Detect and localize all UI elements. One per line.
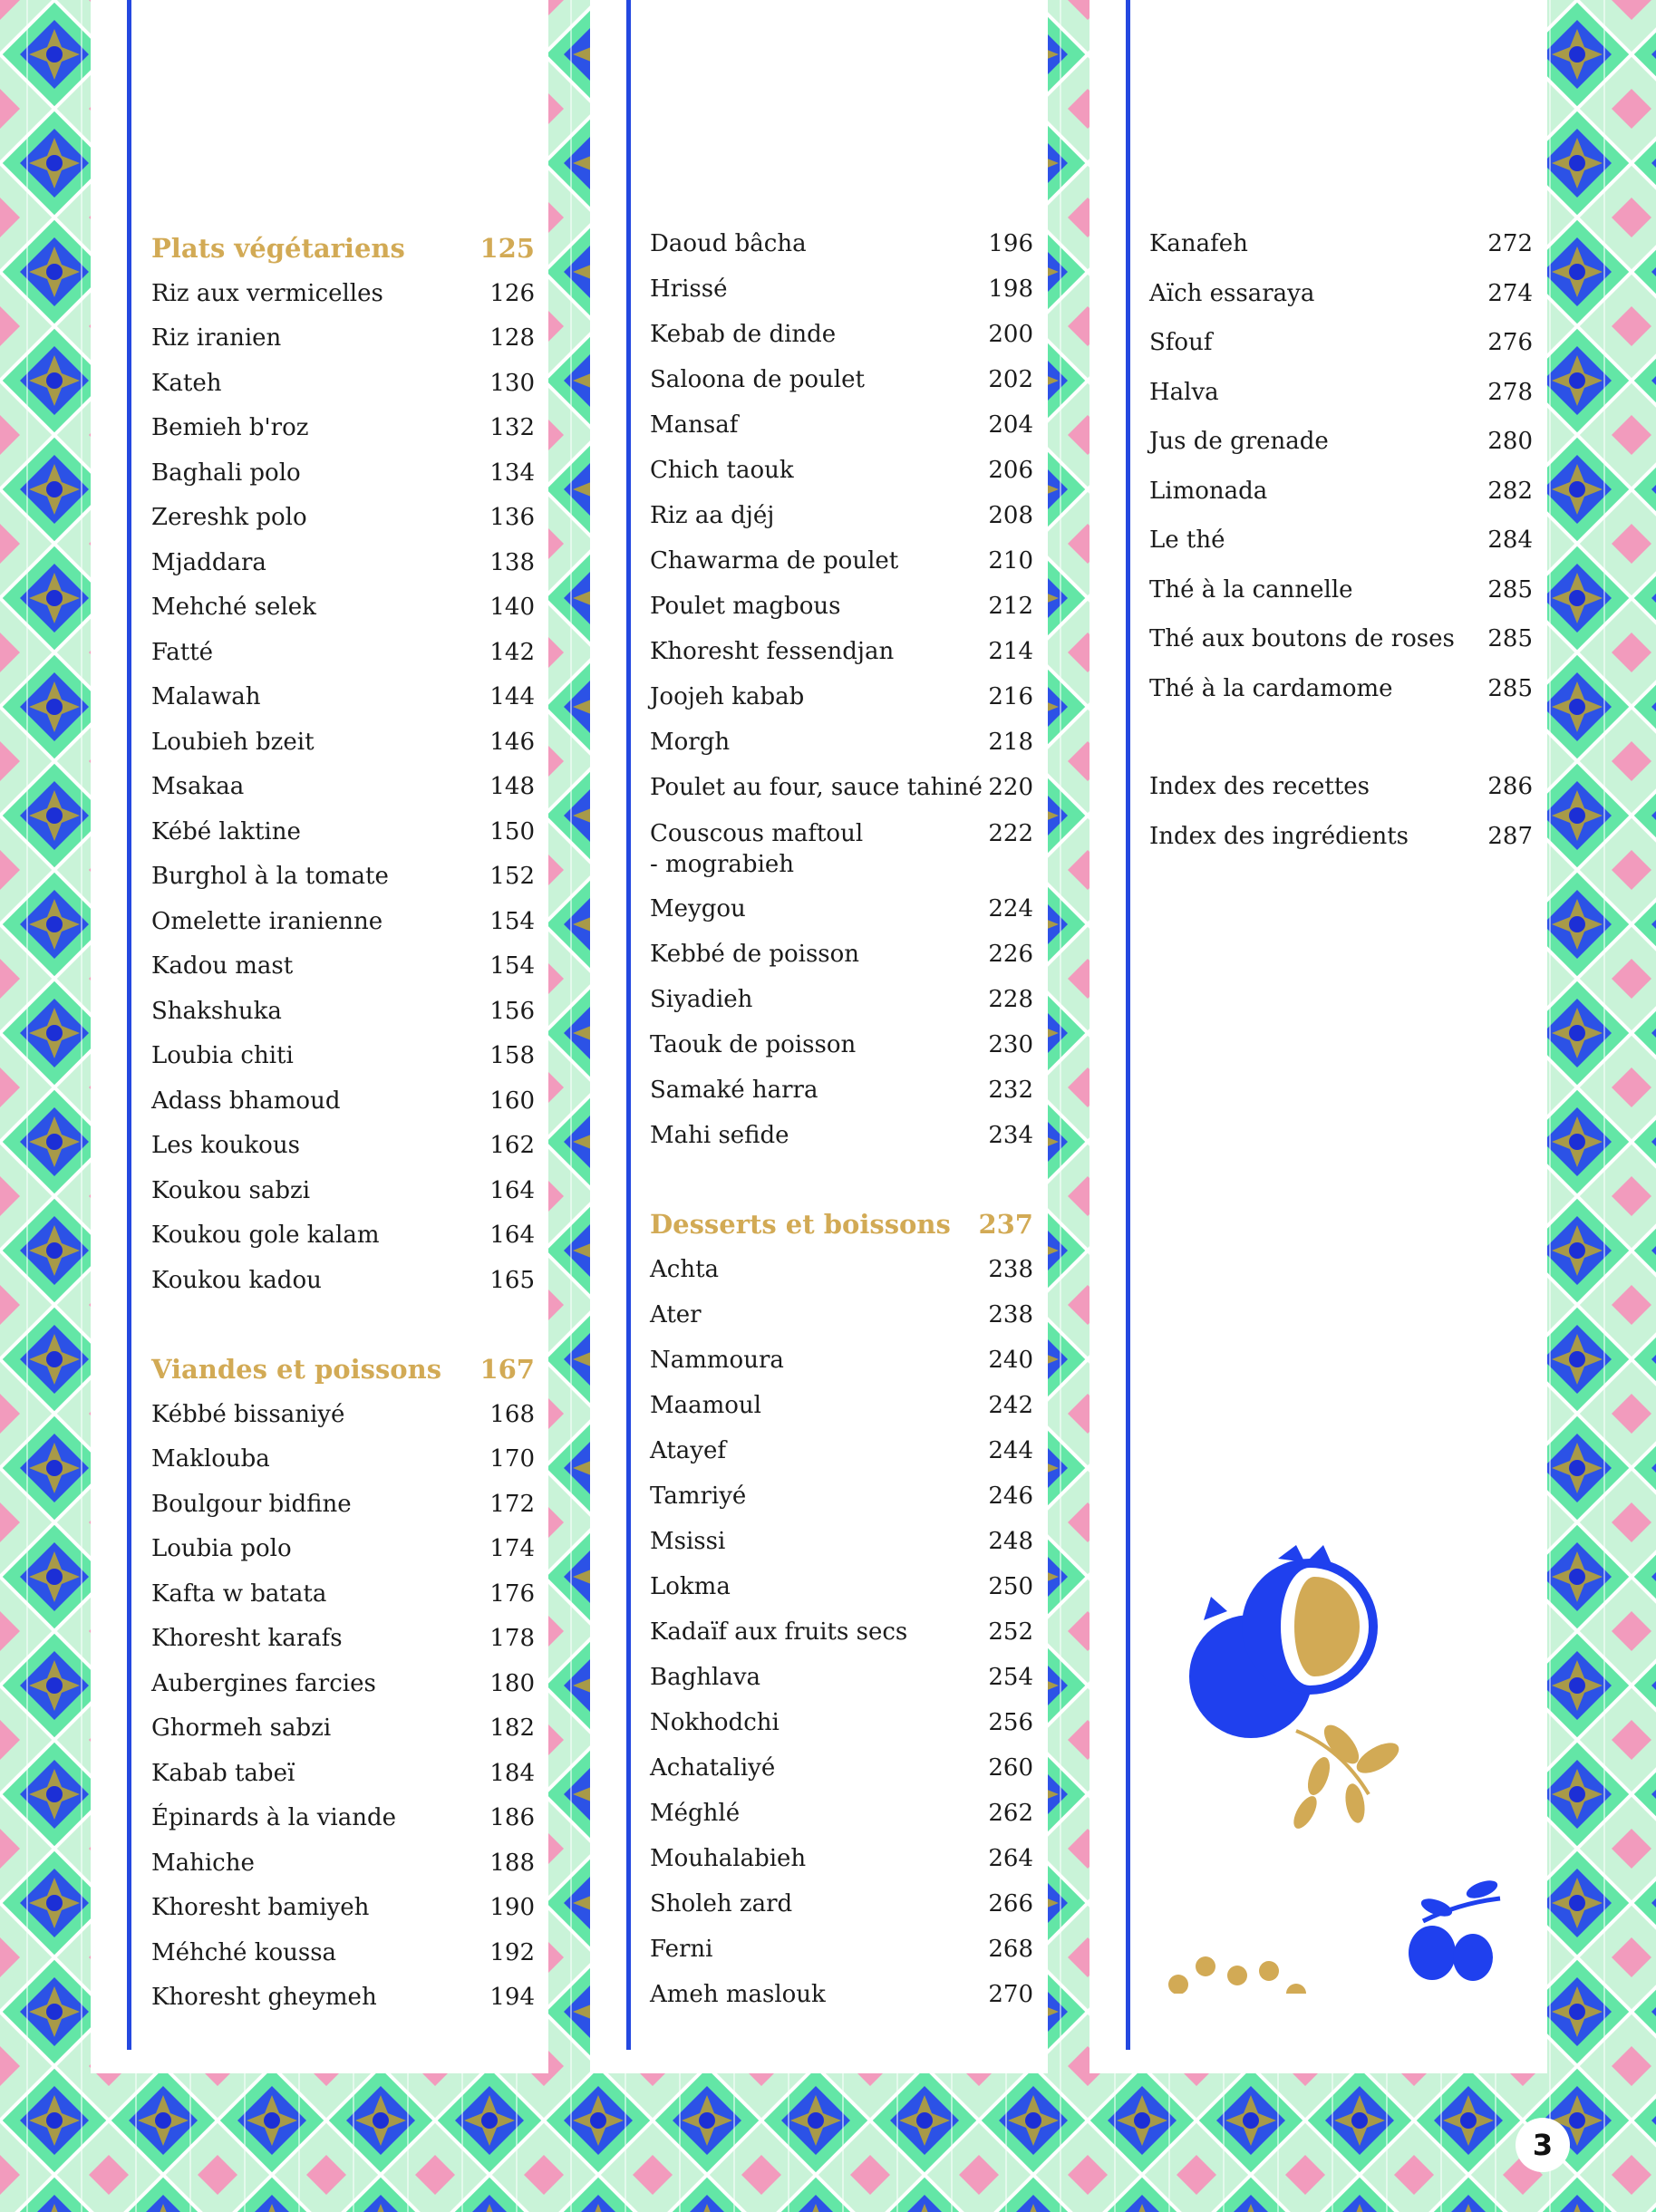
toc-entry-page-number: 210 xyxy=(988,547,1033,575)
toc-entry-title: Ater xyxy=(650,1301,702,1328)
toc-entry xyxy=(1149,378,1533,407)
toc-entry-page-number: 256 xyxy=(988,1709,1033,1736)
toc-entry xyxy=(650,1121,1033,1150)
column-rule xyxy=(626,0,631,2050)
toc-entry-page-number: 206 xyxy=(988,457,1033,484)
toc-entry-page-number: 280 xyxy=(1487,428,1533,455)
toc-entry-page-number: 266 xyxy=(988,1890,1033,1917)
toc-entry-title: Baghlava xyxy=(650,1664,761,1691)
toc-entry-page-number: 286 xyxy=(1487,773,1533,800)
toc-entry-title: Lokma xyxy=(650,1573,731,1600)
toc-entry xyxy=(650,894,1033,923)
toc-entry-page-number: 176 xyxy=(489,1579,535,1608)
toc-entry-page-number: 228 xyxy=(988,986,1033,1013)
toc-entry xyxy=(650,1799,1033,1828)
toc-entry-page-number: 172 xyxy=(489,1490,535,1518)
toc-entry xyxy=(650,940,1033,969)
toc-entry-page-number: 134 xyxy=(489,459,535,487)
toc-entry-page-number: 287 xyxy=(1487,822,1533,850)
toc-entry-title: Épinards à la viande xyxy=(151,1804,396,1831)
toc-entry-page-number: 272 xyxy=(1487,230,1533,257)
toc-entry-page-number: 125 xyxy=(479,233,535,264)
toc-entry-title: Atayef xyxy=(650,1437,726,1464)
toc-entry-page-number: 232 xyxy=(988,1077,1033,1104)
toc-entry xyxy=(650,1255,1033,1284)
toc-entry xyxy=(151,1983,535,2012)
toc-entry-page-number: 130 xyxy=(489,369,535,397)
toc-entry-page-number: 188 xyxy=(489,1849,535,1877)
toc-entry xyxy=(650,1300,1033,1329)
toc-entry-title: Les koukous xyxy=(151,1132,300,1159)
toc-entry-title: Nammoura xyxy=(650,1347,784,1374)
toc-entry xyxy=(650,1889,1033,1918)
toc-entry-page-number: 285 xyxy=(1487,625,1533,652)
toc-entry xyxy=(1149,229,1533,258)
toc-entry-page-number: 250 xyxy=(988,1573,1033,1600)
toc-entry-page-number: 140 xyxy=(489,594,535,621)
toc-entry-title: Mahi sefide xyxy=(650,1122,789,1149)
toc-entry-page-number: 282 xyxy=(1487,477,1533,505)
toc-entry-page-number: 178 xyxy=(489,1625,535,1652)
toc-entry-title: Kebbé de poisson xyxy=(650,941,860,968)
toc-entry-title: Achataliyé xyxy=(650,1754,776,1782)
toc-entry-page-number: 186 xyxy=(489,1804,535,1831)
toc-entry-title: Khoresht bamiyeh xyxy=(151,1894,370,1921)
toc-entry xyxy=(151,1221,535,1250)
toc-entry xyxy=(151,1444,535,1473)
toc-entry xyxy=(650,320,1033,349)
toc-entry-page-number: 150 xyxy=(489,817,535,845)
toc-entry xyxy=(151,1893,535,1922)
toc-entry xyxy=(151,951,535,980)
toc-entry xyxy=(151,1131,535,1160)
toc-entry-title: Khoresht gheymeh xyxy=(151,1984,377,2011)
toc-entry xyxy=(151,728,535,757)
toc-entry-title: Saloona de poulet xyxy=(650,366,865,393)
toc-entry-title: Msakaa xyxy=(151,773,245,800)
toc-entry-page-number: 264 xyxy=(988,1845,1033,1872)
toc-entry xyxy=(650,1935,1033,1964)
toc-entry xyxy=(1149,822,1533,851)
toc-entry-page-number: 142 xyxy=(489,638,535,666)
toc-entry-title: Ghormeh sabzi xyxy=(151,1715,332,1742)
toc-entry-title: Daoud bâcha xyxy=(650,230,807,257)
toc-entry-title: Loubia polo xyxy=(151,1535,292,1562)
toc-entry xyxy=(151,1624,535,1653)
toc-entry-title: Hrissé xyxy=(650,275,728,303)
toc-entry-page-number: 278 xyxy=(1487,378,1533,406)
toc-entry-page-number: 285 xyxy=(1487,575,1533,604)
toc-entry xyxy=(151,1714,535,1743)
toc-entry xyxy=(650,1527,1033,1556)
toc-entry xyxy=(650,365,1033,394)
toc-entry xyxy=(151,503,535,532)
toc-entry-title: Meygou xyxy=(650,895,746,922)
toc-entry xyxy=(151,772,535,801)
toc-entry xyxy=(151,1490,535,1519)
toc-entry xyxy=(1149,575,1533,604)
toc-entry xyxy=(151,1176,535,1205)
toc-entry xyxy=(650,1663,1033,1692)
toc-entry-page-number: 168 xyxy=(489,1400,535,1428)
toc-entry-title: Shakshuka xyxy=(151,997,282,1025)
toc-entry xyxy=(151,1400,535,1429)
toc-entry-page-number: 156 xyxy=(489,997,535,1025)
toc-entry-page-number: 174 xyxy=(489,1535,535,1562)
toc-entry-page-number: 202 xyxy=(988,366,1033,393)
toc-entry-title: Le thé xyxy=(1149,526,1225,554)
toc-entry-page-number: 164 xyxy=(489,1222,535,1249)
toc-entry xyxy=(151,1849,535,1878)
toc-entry-title: Joojeh kabab xyxy=(650,683,805,710)
toc-entry-page-number: 244 xyxy=(988,1437,1033,1464)
toc-entry-title: Khoresht karafs xyxy=(151,1625,343,1652)
toc-entry-page-number: 180 xyxy=(489,1669,535,1697)
toc-entry xyxy=(151,279,535,308)
toc-entry xyxy=(1149,772,1533,801)
toc-entry xyxy=(151,1087,535,1116)
toc-entry-page-number: 148 xyxy=(489,773,535,800)
toc-entry-page-number: 276 xyxy=(1487,329,1533,356)
toc-entry-title: Chich taouk xyxy=(650,457,794,484)
toc-entry-title: Burghol à la tomate xyxy=(151,863,389,890)
toc-entry-page-number: 246 xyxy=(988,1483,1033,1510)
toc-entry xyxy=(650,229,1033,258)
toc-entry-page-number: 200 xyxy=(988,321,1033,348)
toc-entry-page-number: 212 xyxy=(988,593,1033,620)
toc-entry-title: Couscous maftoul - mograbieh xyxy=(650,820,864,878)
toc-entry xyxy=(650,985,1033,1014)
toc-entry-title: Kébbé bissaniyé xyxy=(151,1400,345,1428)
toc-entry-page-number: 144 xyxy=(489,683,535,710)
toc-entry-page-number: 218 xyxy=(988,729,1033,756)
toc-entry-title: Index des recettes xyxy=(1149,773,1370,800)
toc-entry-page-number: 194 xyxy=(489,1984,535,2011)
toc-entry xyxy=(650,592,1033,621)
column-rule xyxy=(127,0,131,2050)
toc-entry-title: Riz iranien xyxy=(151,324,282,352)
toc-entry-page-number: 224 xyxy=(988,895,1033,922)
toc-entry-title: Riz aa djéj xyxy=(650,502,775,529)
toc-entry-page-number: 284 xyxy=(1487,526,1533,554)
toc-entry xyxy=(650,1030,1033,1059)
toc-entry xyxy=(650,1076,1033,1105)
toc-entry-title: Koukou kadou xyxy=(151,1266,322,1294)
toc-entry xyxy=(151,682,535,711)
toc-entry-title: Desserts et boissons xyxy=(650,1209,951,1240)
toc-entry xyxy=(650,637,1033,666)
toc-entry-page-number: 252 xyxy=(988,1618,1033,1646)
toc-entry-title: Bemieh b'roz xyxy=(151,414,309,441)
toc-entry-page-number: 162 xyxy=(489,1132,535,1159)
illustrations xyxy=(1160,1541,1523,1994)
toc-entry-title: Thé à la cardamome xyxy=(1149,674,1393,702)
toc-entry-title: Halva xyxy=(1149,378,1219,406)
toc-entry xyxy=(1149,279,1533,308)
toc-entry-title: Morgh xyxy=(650,729,731,756)
toc-entry xyxy=(151,1266,535,1295)
toc-entry-title: Viandes et poissons xyxy=(151,1354,442,1385)
toc-entry-title: Kadou mast xyxy=(151,952,294,980)
toc-entry xyxy=(650,773,1033,802)
toc-entry-page-number: 132 xyxy=(489,414,535,441)
toc-entry xyxy=(151,1938,535,1967)
toc-entry-title: Aubergines farcies xyxy=(151,1669,376,1697)
toc-entry-title: Tamriyé xyxy=(650,1483,747,1510)
toc-entry xyxy=(151,459,535,488)
toc-entry xyxy=(650,818,1033,880)
toc-entry-page-number: 238 xyxy=(988,1301,1033,1328)
toc-entry-title: Poulet au four, sauce tahiné xyxy=(650,774,983,801)
toc-entry xyxy=(151,1803,535,1832)
toc-entry-title: Kébé laktine xyxy=(151,817,301,845)
toc-entry xyxy=(151,1669,535,1698)
toc-entry-page-number: 167 xyxy=(479,1354,535,1385)
toc-entry-title: Thé à la cannelle xyxy=(1149,575,1353,604)
toc-entry-page-number: 164 xyxy=(489,1176,535,1204)
toc-entry-title: Mjaddara xyxy=(151,548,266,576)
toc-entry-title: Riz aux vermicelles xyxy=(151,279,383,307)
toc-entry xyxy=(151,907,535,936)
toc-entry-title: Omelette iranienne xyxy=(151,907,383,935)
toc-entry xyxy=(650,456,1033,485)
toc-entry-page-number: 192 xyxy=(489,1938,535,1966)
toc-entry-title: Koukou gole kalam xyxy=(151,1222,380,1249)
toc-entry xyxy=(650,1391,1033,1420)
toc-entry-title: Plats végétariens xyxy=(151,233,405,264)
toc-entry-page-number: 184 xyxy=(489,1759,535,1787)
toc-entry-page-number: 158 xyxy=(489,1042,535,1069)
toc-entry-page-number: 198 xyxy=(988,275,1033,303)
toc-entry-title: Méhché koussa xyxy=(151,1938,337,1966)
toc-entry-title: Kafta w batata xyxy=(151,1579,327,1608)
toc-entry-page-number: 274 xyxy=(1487,279,1533,307)
toc-section-heading xyxy=(151,1355,535,1384)
toc-entry-title: Thé aux boutons de roses xyxy=(1149,625,1455,652)
toc-entry xyxy=(151,817,535,846)
toc-entry-page-number: 208 xyxy=(988,502,1033,529)
toc-entry-title: Méghlé xyxy=(650,1800,741,1827)
toc-entry-title: Siyadieh xyxy=(650,986,753,1013)
toc-entry xyxy=(650,728,1033,757)
toc-entry-page-number: 204 xyxy=(988,411,1033,439)
toc-entry xyxy=(650,1572,1033,1601)
toc-entry xyxy=(650,501,1033,530)
toc-entry-page-number: 136 xyxy=(489,504,535,531)
toc-entry-page-number: 248 xyxy=(988,1528,1033,1555)
toc-entry-title: Khoresht fessendjan xyxy=(650,638,895,665)
toc-entry-page-number: 260 xyxy=(988,1754,1033,1782)
toc-entry-title: Maklouba xyxy=(151,1445,270,1473)
pomegranate-icon xyxy=(1189,1545,1378,1738)
toc-entry-page-number: 128 xyxy=(489,324,535,352)
toc-entry-title: Aïch essaraya xyxy=(1149,279,1315,307)
toc-entry-title: Limonada xyxy=(1149,477,1268,505)
toc-entry-title: Kadaïf aux fruits secs xyxy=(650,1618,908,1646)
toc-entry-page-number: 238 xyxy=(988,1256,1033,1283)
toc-entry-title: Adass bhamoud xyxy=(151,1087,341,1115)
toc-entry-page-number: 138 xyxy=(489,548,535,576)
toc-entry-page-number: 160 xyxy=(489,1087,535,1115)
toc-entry xyxy=(650,682,1033,711)
toc-entry-title: Fatté xyxy=(151,638,214,666)
toc-entry xyxy=(151,1041,535,1070)
toc-entry-page-number: 268 xyxy=(988,1936,1033,1963)
toc-entry-title: Malawah xyxy=(151,683,261,710)
page-number: 3 xyxy=(1516,2118,1570,2172)
toc-entry xyxy=(1149,624,1533,653)
toc-entry xyxy=(650,411,1033,440)
toc-entry-title: Kebab de dinde xyxy=(650,321,837,348)
toc-entry-page-number: 182 xyxy=(489,1715,535,1742)
toc-entry-page-number: 196 xyxy=(988,230,1033,257)
toc-entry xyxy=(151,1759,535,1788)
toc-entry-title: Sholeh zard xyxy=(650,1890,793,1917)
toc-entry xyxy=(1149,526,1533,555)
toc-entry-title: Poulet magbous xyxy=(650,593,841,620)
toc-entry-page-number: 254 xyxy=(988,1664,1033,1691)
toc-entry-page-number: 285 xyxy=(1487,674,1533,702)
toc-entry-page-number: 190 xyxy=(489,1894,535,1921)
toc-entry-page-number: 214 xyxy=(988,638,1033,665)
toc-entry-title: Index des ingrédients xyxy=(1149,822,1409,850)
toc-entry-title: Samaké harra xyxy=(650,1077,818,1104)
leaves-icon xyxy=(1289,1719,1403,1831)
toc-section-heading xyxy=(151,234,535,263)
toc-entry-title: Nokhodchi xyxy=(650,1709,780,1736)
toc-entry xyxy=(650,546,1033,575)
toc-entry-page-number: 154 xyxy=(489,907,535,935)
toc-entry xyxy=(1149,674,1533,703)
toc-entry xyxy=(151,638,535,667)
toc-entry-title: Loubieh bzeit xyxy=(151,728,315,756)
toc-entry xyxy=(151,1579,535,1608)
toc-entry-title: Ameh maslouk xyxy=(650,1981,826,2008)
toc-entry-title: Kanafeh xyxy=(1149,230,1248,257)
toc-entry xyxy=(650,1980,1033,2009)
chickpeas-icon xyxy=(1168,1956,1306,1994)
toc-entry-title: Mansaf xyxy=(650,411,739,439)
toc-entry-page-number: 152 xyxy=(489,863,535,890)
toc-entry-page-number: 222 xyxy=(988,820,1033,847)
toc-entry xyxy=(1149,328,1533,357)
toc-entry-page-number: 242 xyxy=(988,1392,1033,1419)
toc-entry xyxy=(650,1844,1033,1873)
toc-entry xyxy=(1149,427,1533,456)
toc-entry xyxy=(650,1436,1033,1465)
toc-entry-page-number: 262 xyxy=(988,1800,1033,1827)
toc-entry-title: Maamoul xyxy=(650,1392,761,1419)
toc-entry-title: Taouk de poisson xyxy=(650,1031,857,1058)
toc-section-heading xyxy=(650,1210,1033,1239)
toc-entry xyxy=(151,369,535,398)
toc-entry-title: Mahiche xyxy=(151,1849,255,1877)
toc-entry-page-number: 170 xyxy=(489,1445,535,1473)
toc-entry xyxy=(151,862,535,891)
column-rule xyxy=(1126,0,1130,2050)
toc-entry-page-number: 146 xyxy=(489,728,535,756)
toc-entry-title: Jus de grenade xyxy=(1149,428,1329,455)
toc-entry-title: Mehché selek xyxy=(151,594,316,621)
toc-entry-title: Sfouf xyxy=(1149,329,1213,356)
toc-entry xyxy=(650,275,1033,304)
toc-entry-title: Achta xyxy=(650,1256,720,1283)
toc-entry-title: Baghali polo xyxy=(151,459,301,487)
toc-entry xyxy=(650,1346,1033,1375)
toc-entry xyxy=(151,997,535,1026)
toc-entry-title: Boulgour bidfine xyxy=(151,1490,352,1518)
toc-entry-title: Kateh xyxy=(151,369,222,397)
toc-entry-page-number: 226 xyxy=(988,941,1033,968)
toc-entry xyxy=(650,1618,1033,1647)
toc-entry xyxy=(151,1534,535,1563)
toc-entry-title: Kabab tabeï xyxy=(151,1759,295,1787)
toc-entry-title: Koukou sabzi xyxy=(151,1176,311,1204)
toc-entry-page-number: 234 xyxy=(988,1122,1033,1149)
toc-entry-page-number: 230 xyxy=(988,1031,1033,1058)
toc-entry-page-number: 237 xyxy=(978,1209,1033,1240)
toc-entry-title: Msissi xyxy=(650,1528,726,1555)
toc-entry-page-number: 216 xyxy=(988,683,1033,710)
toc-entry xyxy=(151,324,535,353)
toc-entry-title: Mouhalabieh xyxy=(650,1845,807,1872)
olive-branch-icon xyxy=(1409,1877,1500,1981)
toc-entry-title: Chawarma de poulet xyxy=(650,547,899,575)
toc-entry-page-number: 270 xyxy=(988,1981,1033,2008)
toc-entry-page-number: 154 xyxy=(489,952,535,980)
toc-entry-page-number: 165 xyxy=(489,1266,535,1294)
toc-entry xyxy=(650,1482,1033,1511)
toc-entry xyxy=(151,548,535,577)
toc-entry xyxy=(151,413,535,442)
toc-entry xyxy=(650,1708,1033,1737)
toc-entry-page-number: 220 xyxy=(988,774,1033,801)
toc-entry-title: Loubia chiti xyxy=(151,1042,294,1069)
toc-entry-page-number: 126 xyxy=(489,279,535,307)
toc-entry xyxy=(650,1753,1033,1782)
toc-entry-title: Zereshk polo xyxy=(151,504,307,531)
toc-entry-page-number: 240 xyxy=(988,1347,1033,1374)
toc-entry xyxy=(1149,477,1533,506)
toc-entry xyxy=(151,593,535,622)
toc-entry-title: Ferni xyxy=(650,1936,713,1963)
